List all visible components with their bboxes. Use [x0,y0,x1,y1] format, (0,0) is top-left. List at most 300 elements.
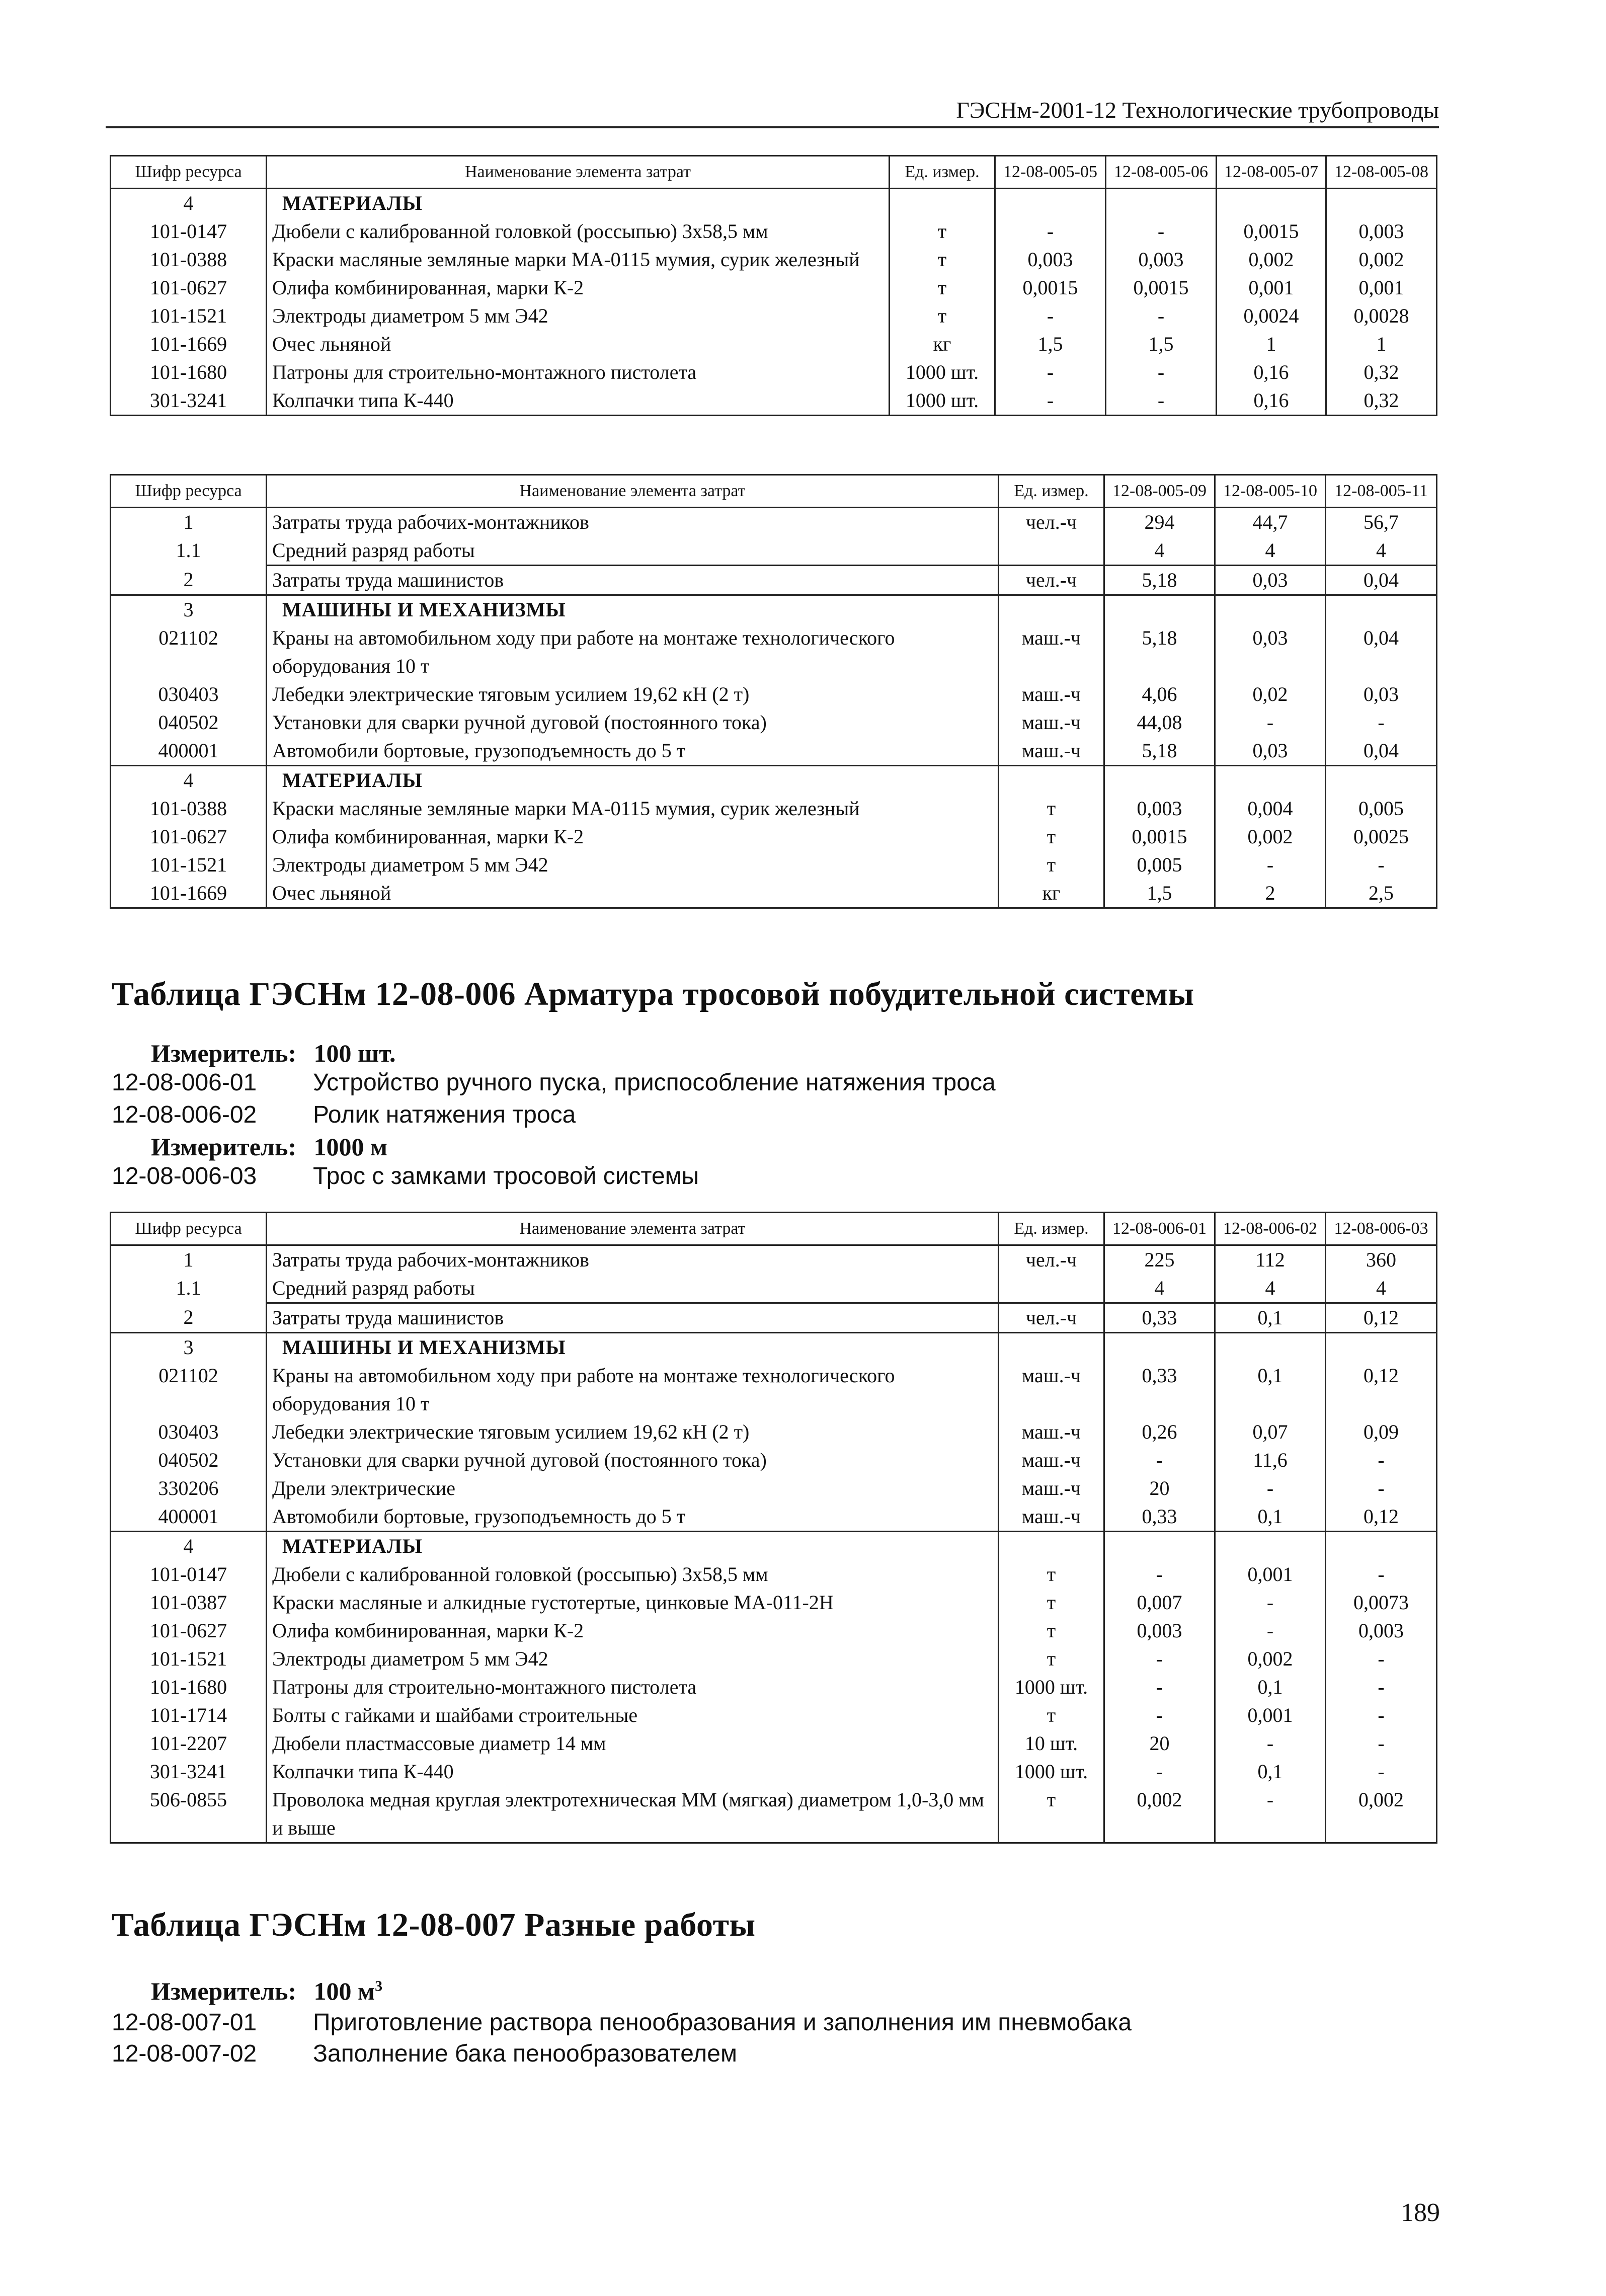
norm-value: 0,002 [1326,1786,1437,1843]
col-header-unit: Ед. измер. [999,475,1104,508]
norm-value: 0,16 [1217,358,1326,386]
empty-cell [1326,1532,1437,1561]
norm-value: 5,18 [1104,566,1215,595]
empty-cell [1215,1532,1326,1561]
resource-name: Установки для сварки ручной дуговой (постоянного тока) [267,708,999,737]
table-row [111,358,1437,386]
norm-value: - [1104,1446,1215,1474]
resource-name: Олифа комбинированная, марки К-2 [267,1617,999,1645]
table-row [111,302,1437,330]
norm-value: 0,03 [1215,566,1326,595]
table-row [111,1502,1437,1532]
norm-value: 0,26 [1104,1418,1215,1446]
resource-code: 021102 [111,1362,267,1418]
resource-code: 101-1521 [111,302,267,330]
resource-name: Колпачки типа К-440 [267,1758,999,1786]
table-header-row [111,475,1437,508]
norm-value: 2,5 [1326,879,1437,908]
table-row [111,1418,1437,1446]
norm-value: 0,002 [1217,246,1326,274]
section-row [111,1532,1437,1561]
norm-value: - [1215,1617,1326,1645]
resource-code: 1 [111,1245,267,1275]
norm-value: 0,03 [1215,624,1326,680]
resource-code: 030403 [111,680,267,708]
table-row [111,1701,1437,1729]
empty-cell [1106,189,1217,218]
table-row [111,1303,1437,1333]
col-header-norm: 12-08-005-11 [1326,475,1437,508]
meter-line-1 [151,1039,396,1068]
resource-code: 101-0147 [111,217,267,246]
table-header-row [111,1213,1437,1245]
table-row [111,1274,1437,1303]
table-header-row [111,156,1437,189]
norm-value: - [995,217,1106,246]
table-row [111,879,1437,908]
section-label: МАШИНЫ И МЕХАНИЗМЫ [267,595,999,624]
norm-value: 0,32 [1326,358,1437,386]
norm-value: 4 [1215,1274,1326,1303]
section-title-007: Таблица ГЭСНм 12-08-007 Разные работы [112,1907,756,1943]
norm-value: 0,002 [1215,1645,1326,1673]
empty-cell [1104,1532,1215,1561]
section-label: МАТЕРИАЛЫ [267,189,890,218]
resource-name: Очес льняной [267,330,890,358]
resource-code: 030403 [111,1418,267,1446]
norm-value: 56,7 [1326,508,1437,537]
norm-value: 20 [1104,1729,1215,1758]
resource-name: Затраты труда машинистов [267,566,999,595]
norm-value: 0,003 [1326,217,1437,246]
resource-name: Краны на автомобильном ходу при работе на монтаже технологического оборудования 10 т [267,624,999,680]
norm-value: 0,0024 [1217,302,1326,330]
table-row [111,708,1437,737]
norm-value: 1 [1217,330,1326,358]
norm-value: - [1326,1560,1437,1589]
col-header-norm: 12-08-005-08 [1326,156,1437,189]
meter-value: 100 шт. [313,1039,396,1067]
col-header-name: Наименование элемента затрат [267,1213,999,1245]
norm-value: 0,32 [1326,386,1437,416]
norm-value: - [1215,1786,1326,1843]
norm-value: 0,04 [1326,566,1437,595]
resource-name: Патроны для строительно-монтажного пистолета [267,358,890,386]
section-code: 4 [111,1532,267,1561]
resource-code: 101-0627 [111,823,267,851]
empty-cell [1104,1333,1215,1362]
norm-value: 0,12 [1326,1362,1437,1418]
section-code: 3 [111,595,267,624]
resource-unit: маш.-ч [999,680,1104,708]
resource-unit: маш.-ч [999,1446,1104,1474]
empty-cell [1215,766,1326,795]
norm-value: 0,004 [1215,795,1326,823]
norm-value: - [1215,708,1326,737]
col-header-norm: 12-08-005-05 [995,156,1106,189]
resource-code: 101-0627 [111,274,267,302]
col-header-norm: 12-08-006-03 [1326,1213,1437,1245]
norm-value: 44,08 [1104,708,1215,737]
empty-cell [1215,595,1326,624]
resource-unit: 1000 шт. [999,1673,1104,1701]
table-row [111,508,1437,537]
norm-value: 0,001 [1217,274,1326,302]
resource-unit: т [890,246,995,274]
work-item-code: 12-08-007-02 [112,2040,257,2067]
resource-code: 1.1 [111,536,267,566]
resource-code: 101-1680 [111,358,267,386]
norm-value: - [1326,1701,1437,1729]
meter-label: Измеритель: [151,1039,297,1067]
norm-value: 225 [1104,1245,1215,1275]
norm-value: - [1215,1474,1326,1502]
resource-name: Электроды диаметром 5 мм Э42 [267,302,890,330]
norm-value: - [1326,1758,1437,1786]
resource-unit [999,536,1104,566]
section-label: МАШИНЫ И МЕХАНИЗМЫ [267,1333,999,1362]
table-row [111,1617,1437,1645]
section-label: МАТЕРИАЛЫ [267,766,999,795]
resource-unit: чел.-ч [999,508,1104,537]
resource-name: Электроды диаметром 5 мм Э42 [267,1645,999,1673]
resource-name: Краски масляные земляные марки МА-0115 мумия, сурик железный [267,795,999,823]
norm-value: 0,003 [1326,1617,1437,1645]
empty-cell [995,189,1106,218]
resource-name: Затраты труда рабочих-монтажников [267,1245,999,1275]
work-item [112,1101,576,1129]
table-row [111,386,1437,416]
resource-code: 101-0147 [111,1560,267,1589]
resource-unit: т [999,1589,1104,1617]
empty-cell [999,595,1104,624]
norm-value: 0,005 [1326,795,1437,823]
resource-code: 040502 [111,1446,267,1474]
table-row [111,1729,1437,1758]
resource-code: 101-1521 [111,851,267,879]
empty-cell [999,766,1104,795]
resource-unit: т [890,274,995,302]
work-item [112,2009,1132,2036]
table-row [111,737,1437,766]
norm-value: - [1104,1673,1215,1701]
work-item-text: Приготовление раствора пенообразования и заполнения им пневмобака [313,2009,1132,2036]
meter-value: 100 $м^3$ [313,1977,383,2005]
resource-unit: т [890,302,995,330]
resource-name: Средний разряд работы [267,536,999,566]
resource-code: 101-1669 [111,879,267,908]
resource-table-005-05-08 [110,155,1437,416]
norm-value: 0,001 [1215,1701,1326,1729]
resource-name: Дюбели с калиброванной головкой (россыпью) 3х58,5 мм [267,1560,999,1589]
resource-unit: т [999,823,1104,851]
norm-value: 0,003 [995,246,1106,274]
work-item-text: Заполнение бака пенообразователем [313,2040,737,2067]
norm-value: 1,5 [1104,879,1215,908]
norm-value: 4 [1326,1274,1437,1303]
norm-value: 0,16 [1217,386,1326,416]
norm-value: 0,0015 [995,274,1106,302]
resource-unit: чел.-ч [999,1245,1104,1275]
norm-value: - [1104,1758,1215,1786]
resource-code: 101-1680 [111,1673,267,1701]
col-header-name: Наименование элемента затрат [267,156,890,189]
resource-name: Краски масляные и алкидные густотертые, цинковые МА-011-2Н [267,1589,999,1617]
resource-unit [999,1274,1104,1303]
norm-value: 0,33 [1104,1303,1215,1333]
norm-value: 0,09 [1326,1418,1437,1446]
resource-name: Болты с гайками и шайбами строительные [267,1701,999,1729]
norm-value: 112 [1215,1245,1326,1275]
resource-code: 101-1521 [111,1645,267,1673]
resource-unit: маш.-ч [999,1418,1104,1446]
resource-unit: маш.-ч [999,1502,1104,1532]
norm-value: 11,6 [1215,1446,1326,1474]
table-row [111,1758,1437,1786]
section-label: МАТЕРИАЛЫ [267,1532,999,1561]
resource-unit: т [890,217,995,246]
resource-name: Дрели электрические [267,1474,999,1502]
work-item-code: 12-08-006-02 [112,1101,257,1128]
resource-code: 1 [111,508,267,537]
norm-value: - [995,386,1106,416]
resource-name: Краны на автомобильном ходу при работе на монтаже технологического оборудования 10 т [267,1362,999,1418]
norm-value: - [1215,1729,1326,1758]
running-header [106,97,1439,128]
norm-value: - [1215,1589,1326,1617]
resource-code: 301-3241 [111,386,267,416]
resource-code: 1.1 [111,1274,267,1303]
resource-code: 2 [111,566,267,595]
norm-value: 5,18 [1104,737,1215,766]
resource-name: Очес льняной [267,879,999,908]
norm-value: 0,12 [1326,1502,1437,1532]
resource-unit: маш.-ч [999,1474,1104,1502]
section-code: 4 [111,189,267,218]
norm-value: 0,03 [1215,737,1326,766]
resource-name: Дюбели с калиброванной головкой (россыпью) 3х58,5 мм [267,217,890,246]
norm-value: 0,1 [1215,1502,1326,1532]
empty-cell [890,189,995,218]
table-row [111,624,1437,680]
resource-code: 101-0388 [111,246,267,274]
resource-name: Колпачки типа К-440 [267,386,890,416]
section-row [111,189,1437,218]
norm-value: 0,1 [1215,1758,1326,1786]
norm-value: 0,02 [1215,680,1326,708]
resource-code: 040502 [111,708,267,737]
work-item-text: Трос с замками тросовой системы [313,1163,699,1190]
col-header-code: Шифр ресурса [111,156,267,189]
resource-code: 301-3241 [111,1758,267,1786]
resource-code: 101-2207 [111,1729,267,1758]
col-header-name: Наименование элемента затрат [267,475,999,508]
table-row [111,1673,1437,1701]
norm-value: 1,5 [995,330,1106,358]
norm-value: - [1104,1645,1215,1673]
table-row [111,1245,1437,1275]
running-header-title: ГЭСНм-2001-12 Технологические трубопроводы [956,97,1439,123]
norm-value: 4 [1215,536,1326,566]
table-row [111,851,1437,879]
norm-value: 0,0015 [1106,274,1217,302]
resource-unit: т [999,1560,1104,1589]
norm-value: - [1104,1701,1215,1729]
meter-value: 1000 м [313,1133,388,1161]
resource-unit: т [999,851,1104,879]
resource-unit: кг [890,330,995,358]
norm-value: - [1326,1645,1437,1673]
resource-unit: 1000 шт. [890,358,995,386]
norm-value: 0,1 [1215,1362,1326,1418]
norm-value: 1 [1326,330,1437,358]
section-code: 3 [111,1333,267,1362]
resource-code: 101-1669 [111,330,267,358]
resource-name: Лебедки электрические тяговым усилием 19,62 кН (2 т) [267,680,999,708]
resource-name: Автомобили бортовые, грузоподъемность до 5 т [267,737,999,766]
norm-value: 0,0015 [1217,217,1326,246]
table-row [111,246,1437,274]
table-row [111,1362,1437,1418]
empty-cell [999,1333,1104,1362]
resource-name: Олифа комбинированная, марки К-2 [267,823,999,851]
table-row [111,1474,1437,1502]
norm-value: - [1326,851,1437,879]
meter-line-2 [151,1132,387,1161]
table-row [111,1446,1437,1474]
resource-name: Лебедки электрические тяговым усилием 19,62 кН (2 т) [267,1418,999,1446]
norm-value: 0,1 [1215,1303,1326,1333]
empty-cell [1326,595,1437,624]
resource-unit: кг [999,879,1104,908]
col-header-norm: 12-08-005-09 [1104,475,1215,508]
resource-unit: т [999,1786,1104,1843]
norm-value: 0,04 [1326,624,1437,680]
col-header-code: Шифр ресурса [111,1213,267,1245]
empty-cell [1104,595,1215,624]
norm-value: - [1106,386,1217,416]
norm-value: 360 [1326,1245,1437,1275]
norm-value: 0,12 [1326,1303,1437,1333]
col-header-norm: 12-08-006-02 [1215,1213,1326,1245]
norm-value: 4,06 [1104,680,1215,708]
resource-unit: т [999,1645,1104,1673]
norm-value: 0,03 [1326,680,1437,708]
resource-unit: т [999,795,1104,823]
resource-code: 2 [111,1303,267,1333]
col-header-unit: Ед. измер. [890,156,995,189]
resource-unit: т [999,1701,1104,1729]
norm-value: - [1104,1560,1215,1589]
resource-unit: т [999,1617,1104,1645]
work-item-text: Устройство ручного пуска, приспособление натяжения троса [313,1069,996,1096]
meter-line-007 [151,1976,382,2006]
resource-name: Установки для сварки ручной дуговой (постоянного тока) [267,1446,999,1474]
section-row [111,595,1437,624]
norm-value: 0,0028 [1326,302,1437,330]
resource-name: Электроды диаметром 5 мм Э42 [267,851,999,879]
norm-value: - [1326,1673,1437,1701]
resource-code: 400001 [111,737,267,766]
section-row [111,1333,1437,1362]
norm-value: 4 [1326,536,1437,566]
table-row [111,1560,1437,1589]
resource-code: 400001 [111,1502,267,1532]
norm-value: 0,007 [1104,1589,1215,1617]
col-header-unit: Ед. измер. [999,1213,1104,1245]
norm-value: - [1106,217,1217,246]
norm-value: 0,003 [1104,795,1215,823]
norm-value: 0,002 [1215,823,1326,851]
norm-value: - [1106,358,1217,386]
norm-value: 0,1 [1215,1673,1326,1701]
resource-unit: 10 шт. [999,1729,1104,1758]
col-header-norm: 12-08-006-01 [1104,1213,1215,1245]
table-row [111,217,1437,246]
resource-name: Патроны для строительно-монтажного пистолета [267,1673,999,1701]
norm-value: 2 [1215,879,1326,908]
norm-value: 0,003 [1104,1617,1215,1645]
resource-unit: 1000 шт. [999,1758,1104,1786]
resource-code: 101-0627 [111,1617,267,1645]
norm-value: 0,003 [1106,246,1217,274]
col-header-norm: 12-08-005-06 [1106,156,1217,189]
resource-name: Олифа комбинированная, марки К-2 [267,274,890,302]
resource-code: 101-0387 [111,1589,267,1617]
empty-cell [1326,766,1437,795]
table-row [111,536,1437,566]
empty-cell [1326,189,1437,218]
norm-value: 1,5 [1106,330,1217,358]
resource-unit: маш.-ч [999,708,1104,737]
norm-value: 0,33 [1104,1502,1215,1532]
norm-value: 294 [1104,508,1215,537]
norm-value: 0,04 [1326,737,1437,766]
norm-value: - [995,302,1106,330]
empty-cell [1326,1333,1437,1362]
norm-value: - [1106,302,1217,330]
resource-table-005-09-11 [110,474,1437,909]
empty-cell [999,1532,1104,1561]
work-item [112,2040,737,2068]
table-row [111,566,1437,595]
col-header-norm: 12-08-005-10 [1215,475,1326,508]
work-item-code: 12-08-006-01 [112,1069,257,1096]
norm-value: 0,001 [1326,274,1437,302]
resource-name: Затраты труда рабочих-монтажников [267,508,999,537]
resource-table-006 [110,1212,1437,1844]
norm-value: 20 [1104,1474,1215,1502]
meter-label: Измеритель: [151,1977,297,2005]
norm-value: 0,005 [1104,851,1215,879]
work-item [112,1162,699,1190]
resource-name: Средний разряд работы [267,1274,999,1303]
norm-value: 0,002 [1104,1786,1215,1843]
empty-cell [1217,189,1326,218]
resource-unit: 1000 шт. [890,386,995,416]
norm-value: 0,0025 [1326,823,1437,851]
norm-value: - [995,358,1106,386]
section-code: 4 [111,766,267,795]
norm-value: 0,07 [1215,1418,1326,1446]
resource-code: 021102 [111,624,267,680]
norm-value: 0,33 [1104,1362,1215,1418]
col-header-code: Шифр ресурса [111,475,267,508]
table-row [111,274,1437,302]
work-item-code: 12-08-007-01 [112,2009,257,2036]
norm-value: 4 [1104,536,1215,566]
resource-unit: чел.-ч [999,566,1104,595]
